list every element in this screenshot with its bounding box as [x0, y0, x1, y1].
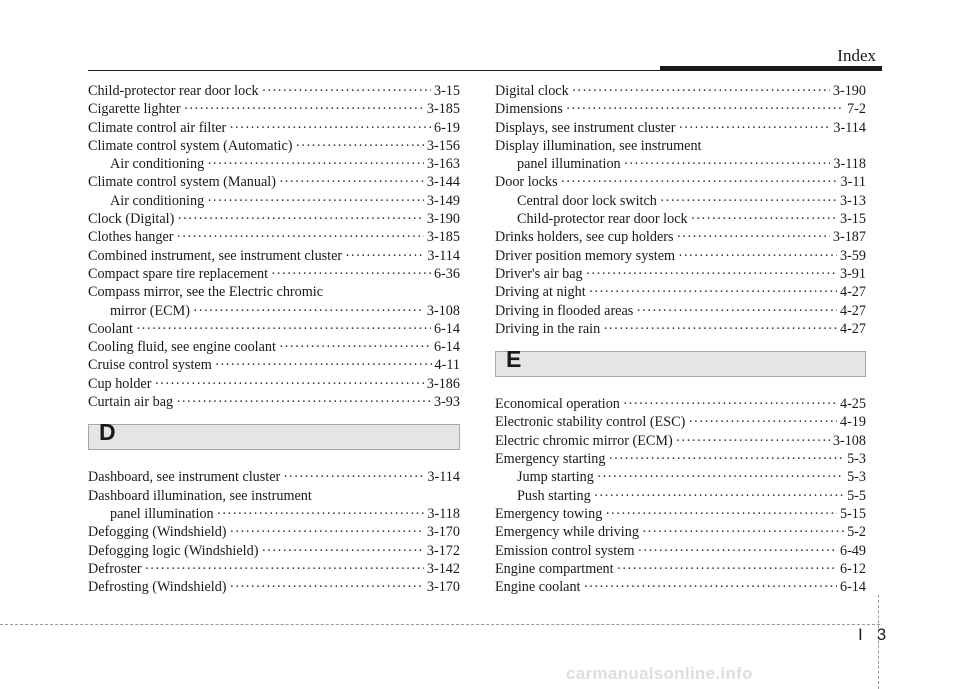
dot-leader: [154, 375, 423, 393]
dot-leader: [230, 523, 424, 541]
entry-page-number: 3-108: [832, 432, 866, 449]
dot-leader: [589, 283, 837, 301]
page-index: 3: [876, 625, 887, 644]
dot-leader: [594, 487, 844, 505]
entry-page-number: 6-14: [433, 320, 460, 337]
entry-label: Driver position memory system: [495, 247, 676, 264]
entry-page-number: 3-142: [426, 560, 460, 577]
entry-label: Cigarette lighter: [88, 101, 181, 118]
index-subentry: [88, 302, 460, 320]
dot-leader: [296, 137, 424, 155]
dot-leader: [207, 155, 424, 173]
entry-label: Economical operation: [495, 396, 620, 413]
entry-page-number: 4-11: [434, 357, 460, 374]
index-entry: [495, 119, 866, 137]
index-column-right: [495, 82, 866, 596]
entry-label: Child-protector rear door lock: [517, 211, 688, 228]
entry-label: Digital clock: [495, 83, 569, 99]
entry-label: Defroster: [88, 560, 142, 577]
dot-leader: [638, 542, 837, 560]
index-entry: [88, 523, 460, 541]
entry-label: Emergency towing: [495, 505, 603, 522]
entry-page-number: 4-27: [839, 320, 866, 337]
entry-label: Emergency while driving: [495, 524, 639, 541]
index-entry-heading: Dashboard illumination, see instrument: [88, 487, 312, 504]
entry-label: Clock (Digital): [88, 211, 175, 228]
entry-page-number: 3-114: [833, 119, 866, 136]
entry-label: Clothes hanger: [88, 229, 174, 246]
dot-leader: [176, 393, 431, 411]
dot-leader: [283, 468, 424, 486]
dot-leader: [261, 542, 423, 560]
index-entry: [88, 578, 460, 596]
index-entry: [495, 173, 866, 191]
entry-label: Central door lock switch: [517, 192, 657, 209]
dot-leader: [177, 210, 424, 228]
entry-label: Engine compartment: [495, 560, 614, 577]
entry-label: Door locks: [495, 174, 558, 191]
index-subentry: [88, 155, 460, 173]
index-entry-heading: Display illumination, see instrument: [495, 137, 702, 154]
entry-page-number: 3-118: [833, 156, 866, 173]
index-entry: [88, 393, 460, 411]
footer-dashed-rule: [0, 624, 880, 625]
header-rule: [88, 70, 882, 71]
entry-page-number: 3-172: [426, 542, 460, 559]
entry-label: Electronic stability control (ESC): [495, 414, 686, 431]
section-letter: D: [99, 419, 116, 446]
index-entry: [495, 450, 866, 468]
dot-leader: [561, 173, 838, 191]
dot-leader: [584, 578, 837, 596]
dot-leader: [586, 265, 837, 283]
entry-page-number: 3-114: [427, 247, 460, 264]
index-entry: [88, 338, 460, 356]
entry-label: Climate control air filter: [88, 119, 227, 136]
entry-label: Combined instrument, see instrument cluster: [88, 247, 343, 264]
entry-page-number: 3-108: [426, 302, 460, 319]
dot-leader: [217, 505, 425, 523]
dot-leader: [608, 450, 844, 468]
entry-label: mirror (ECM): [110, 302, 190, 319]
index-entry: [495, 100, 866, 118]
entry-page-number: 3-11: [840, 174, 866, 191]
dot-leader: [279, 173, 424, 191]
entry-page-number: 6-49: [839, 542, 866, 559]
entry-page-number: 6-14: [839, 579, 866, 596]
index-entry: [88, 210, 460, 228]
entry-page-number: 4-27: [839, 284, 866, 301]
dot-leader: [676, 432, 830, 450]
section-header-e: [495, 346, 866, 377]
entry-page-number: 3-118: [427, 505, 460, 522]
section-header-d: [88, 419, 460, 450]
section-letter: E: [506, 346, 522, 373]
dot-leader: [603, 320, 837, 338]
entry-label: Emission control system: [495, 542, 635, 559]
index-entry: [495, 265, 866, 283]
entry-page-number: 3-190: [832, 83, 866, 99]
index-entry: [495, 283, 866, 301]
index-entry: [495, 247, 866, 265]
entry-label: Engine coolant: [495, 579, 581, 596]
entry-page-number: 4-27: [839, 302, 866, 319]
dot-leader: [636, 302, 837, 320]
index-entry: [88, 320, 460, 338]
entry-label: Driving in the rain: [495, 320, 601, 337]
entry-page-number: 3-190: [426, 211, 460, 228]
entry-page-number: 3-13: [839, 192, 866, 209]
index-entry: [88, 265, 460, 283]
dot-leader: [678, 247, 837, 265]
entry-label: Push starting: [517, 487, 591, 504]
dot-leader: [184, 100, 424, 118]
entry-page-number: 3-156: [426, 137, 460, 154]
entry-label: Dashboard, see instrument cluster: [88, 469, 281, 486]
dot-leader: [617, 560, 837, 578]
entry-page-number: 6-12: [839, 560, 866, 577]
entry-label: Defogging logic (Windshield): [88, 542, 259, 559]
index-subentry: [88, 192, 460, 210]
entry-page-number: 3-15: [839, 211, 866, 228]
entry-page-number: 3-114: [427, 469, 460, 486]
index-entry: [495, 228, 866, 246]
page-number: [858, 625, 886, 645]
index-entry: [88, 356, 460, 374]
dot-leader: [193, 302, 424, 320]
entry-page-number: 3-185: [426, 101, 460, 118]
dot-leader: [597, 468, 844, 486]
entry-page-number: 6-19: [433, 119, 460, 136]
dot-leader: [145, 560, 424, 578]
entry-label: Climate control system (Automatic): [88, 137, 293, 154]
index-entry: [495, 413, 866, 431]
entry-page-number: 3-91: [839, 265, 866, 282]
dot-leader: [642, 523, 844, 541]
index-entry: [495, 523, 866, 541]
entry-page-number: 4-25: [839, 396, 866, 413]
entry-page-number: 3-187: [832, 229, 866, 246]
index-entry: [88, 100, 460, 118]
dot-leader: [572, 82, 830, 100]
entry-label: Dimensions: [495, 101, 563, 118]
entry-label: Emergency starting: [495, 451, 606, 468]
dot-leader: [623, 395, 837, 413]
dot-leader: [566, 100, 844, 118]
index-entry: [495, 395, 866, 413]
watermark-text: carmanualsonline.info: [566, 664, 753, 683]
index-subentry: [495, 155, 866, 173]
dot-leader: [229, 119, 431, 137]
index-subentry: [88, 505, 460, 523]
index-entry: [495, 560, 866, 578]
entry-page-number: 5-5: [847, 487, 866, 504]
entry-page-number: 3-15: [433, 83, 460, 99]
entry-page-number: 3-93: [433, 394, 460, 411]
entry-label: Air conditioning: [110, 156, 205, 173]
entry-label: Cup holder: [88, 375, 152, 392]
dot-leader: [345, 247, 424, 265]
entry-page-number: 3-170: [426, 579, 460, 596]
index-entry: [88, 468, 460, 486]
dot-leader: [136, 320, 431, 338]
dot-leader: [624, 155, 831, 173]
entry-label: Displays, see instrument cluster: [495, 119, 676, 136]
entry-label: Compact spare tire replacement: [88, 265, 269, 282]
entry-label: Cooling fluid, see engine coolant: [88, 339, 276, 356]
entry-page-number: 5-3: [847, 469, 866, 486]
index-entry: [495, 578, 866, 596]
entry-label: panel illumination: [517, 156, 621, 173]
index-entry: [88, 137, 460, 155]
page-section: I: [858, 625, 863, 644]
entry-page-number: 3-170: [426, 524, 460, 541]
index-entry: [88, 82, 460, 100]
dot-leader: [230, 578, 424, 596]
entry-label: Child-protector rear door lock: [88, 83, 259, 99]
entry-page-number: 3-186: [426, 375, 460, 392]
entry-page-number: 3-59: [839, 247, 866, 264]
entry-page-number: 3-149: [426, 192, 460, 209]
index-subentry: [495, 210, 866, 228]
index-entry: [495, 432, 866, 450]
entry-page-number: 3-185: [426, 229, 460, 246]
entry-label: Electric chromic mirror (ECM): [495, 432, 673, 449]
entry-label: Jump starting: [517, 469, 594, 486]
dot-leader: [688, 413, 837, 431]
entry-label: panel illumination: [110, 505, 214, 522]
entry-page-number: 6-36: [433, 265, 460, 282]
entry-page-number: 5-3: [847, 451, 866, 468]
index-subentry: [495, 468, 866, 486]
dot-leader: [177, 228, 424, 246]
index-entry: [88, 247, 460, 265]
index-entry: [88, 173, 460, 191]
dot-leader: [215, 356, 432, 374]
entry-page-number: 5-2: [847, 524, 866, 541]
entry-page-number: 3-144: [426, 174, 460, 191]
entry-page-number: 5-15: [839, 505, 866, 522]
dot-leader: [605, 505, 837, 523]
index-subentry: [495, 192, 866, 210]
entry-label: Defrosting (Windshield): [88, 579, 227, 596]
index-entry: [495, 82, 866, 100]
entry-label: Cruise control system: [88, 357, 212, 374]
index-entry: [495, 542, 866, 560]
dot-leader: [207, 192, 424, 210]
index-entry: [495, 505, 866, 523]
index-entry: [88, 228, 460, 246]
dot-leader: [691, 210, 837, 228]
index-entry: [88, 119, 460, 137]
entry-page-number: 3-163: [426, 156, 460, 173]
dot-leader: [660, 192, 837, 210]
entry-page-number: 4-19: [839, 414, 866, 431]
dot-leader: [678, 119, 830, 137]
index-entry-heading: Compass mirror, see the Electric chromic: [88, 284, 324, 301]
index-entry: [495, 320, 866, 338]
dot-leader: [262, 82, 431, 100]
entry-label: Climate control system (Manual): [88, 174, 276, 191]
dot-leader: [677, 228, 830, 246]
entry-label: Driving in flooded areas: [495, 302, 634, 319]
entry-label: Air conditioning: [110, 192, 205, 209]
entry-label: Coolant: [88, 320, 133, 337]
index-column-left: [88, 82, 460, 596]
entry-page-number: 6-14: [433, 339, 460, 356]
entry-page-number: 7-2: [847, 101, 866, 118]
entry-label: Drinks holders, see cup holders: [495, 229, 674, 246]
index-entry: [88, 560, 460, 578]
index-entry: [495, 302, 866, 320]
dot-leader: [271, 265, 431, 283]
header-title: Index: [837, 46, 876, 65]
index-entry: [88, 375, 460, 393]
index-subentry: [495, 487, 866, 505]
entry-label: Defogging (Windshield): [88, 524, 227, 541]
entry-label: Driving at night: [495, 284, 586, 301]
dot-leader: [279, 338, 431, 356]
entry-label: Curtain air bag: [88, 394, 174, 411]
entry-label: Driver's air bag: [495, 265, 583, 282]
index-entry: [88, 542, 460, 560]
